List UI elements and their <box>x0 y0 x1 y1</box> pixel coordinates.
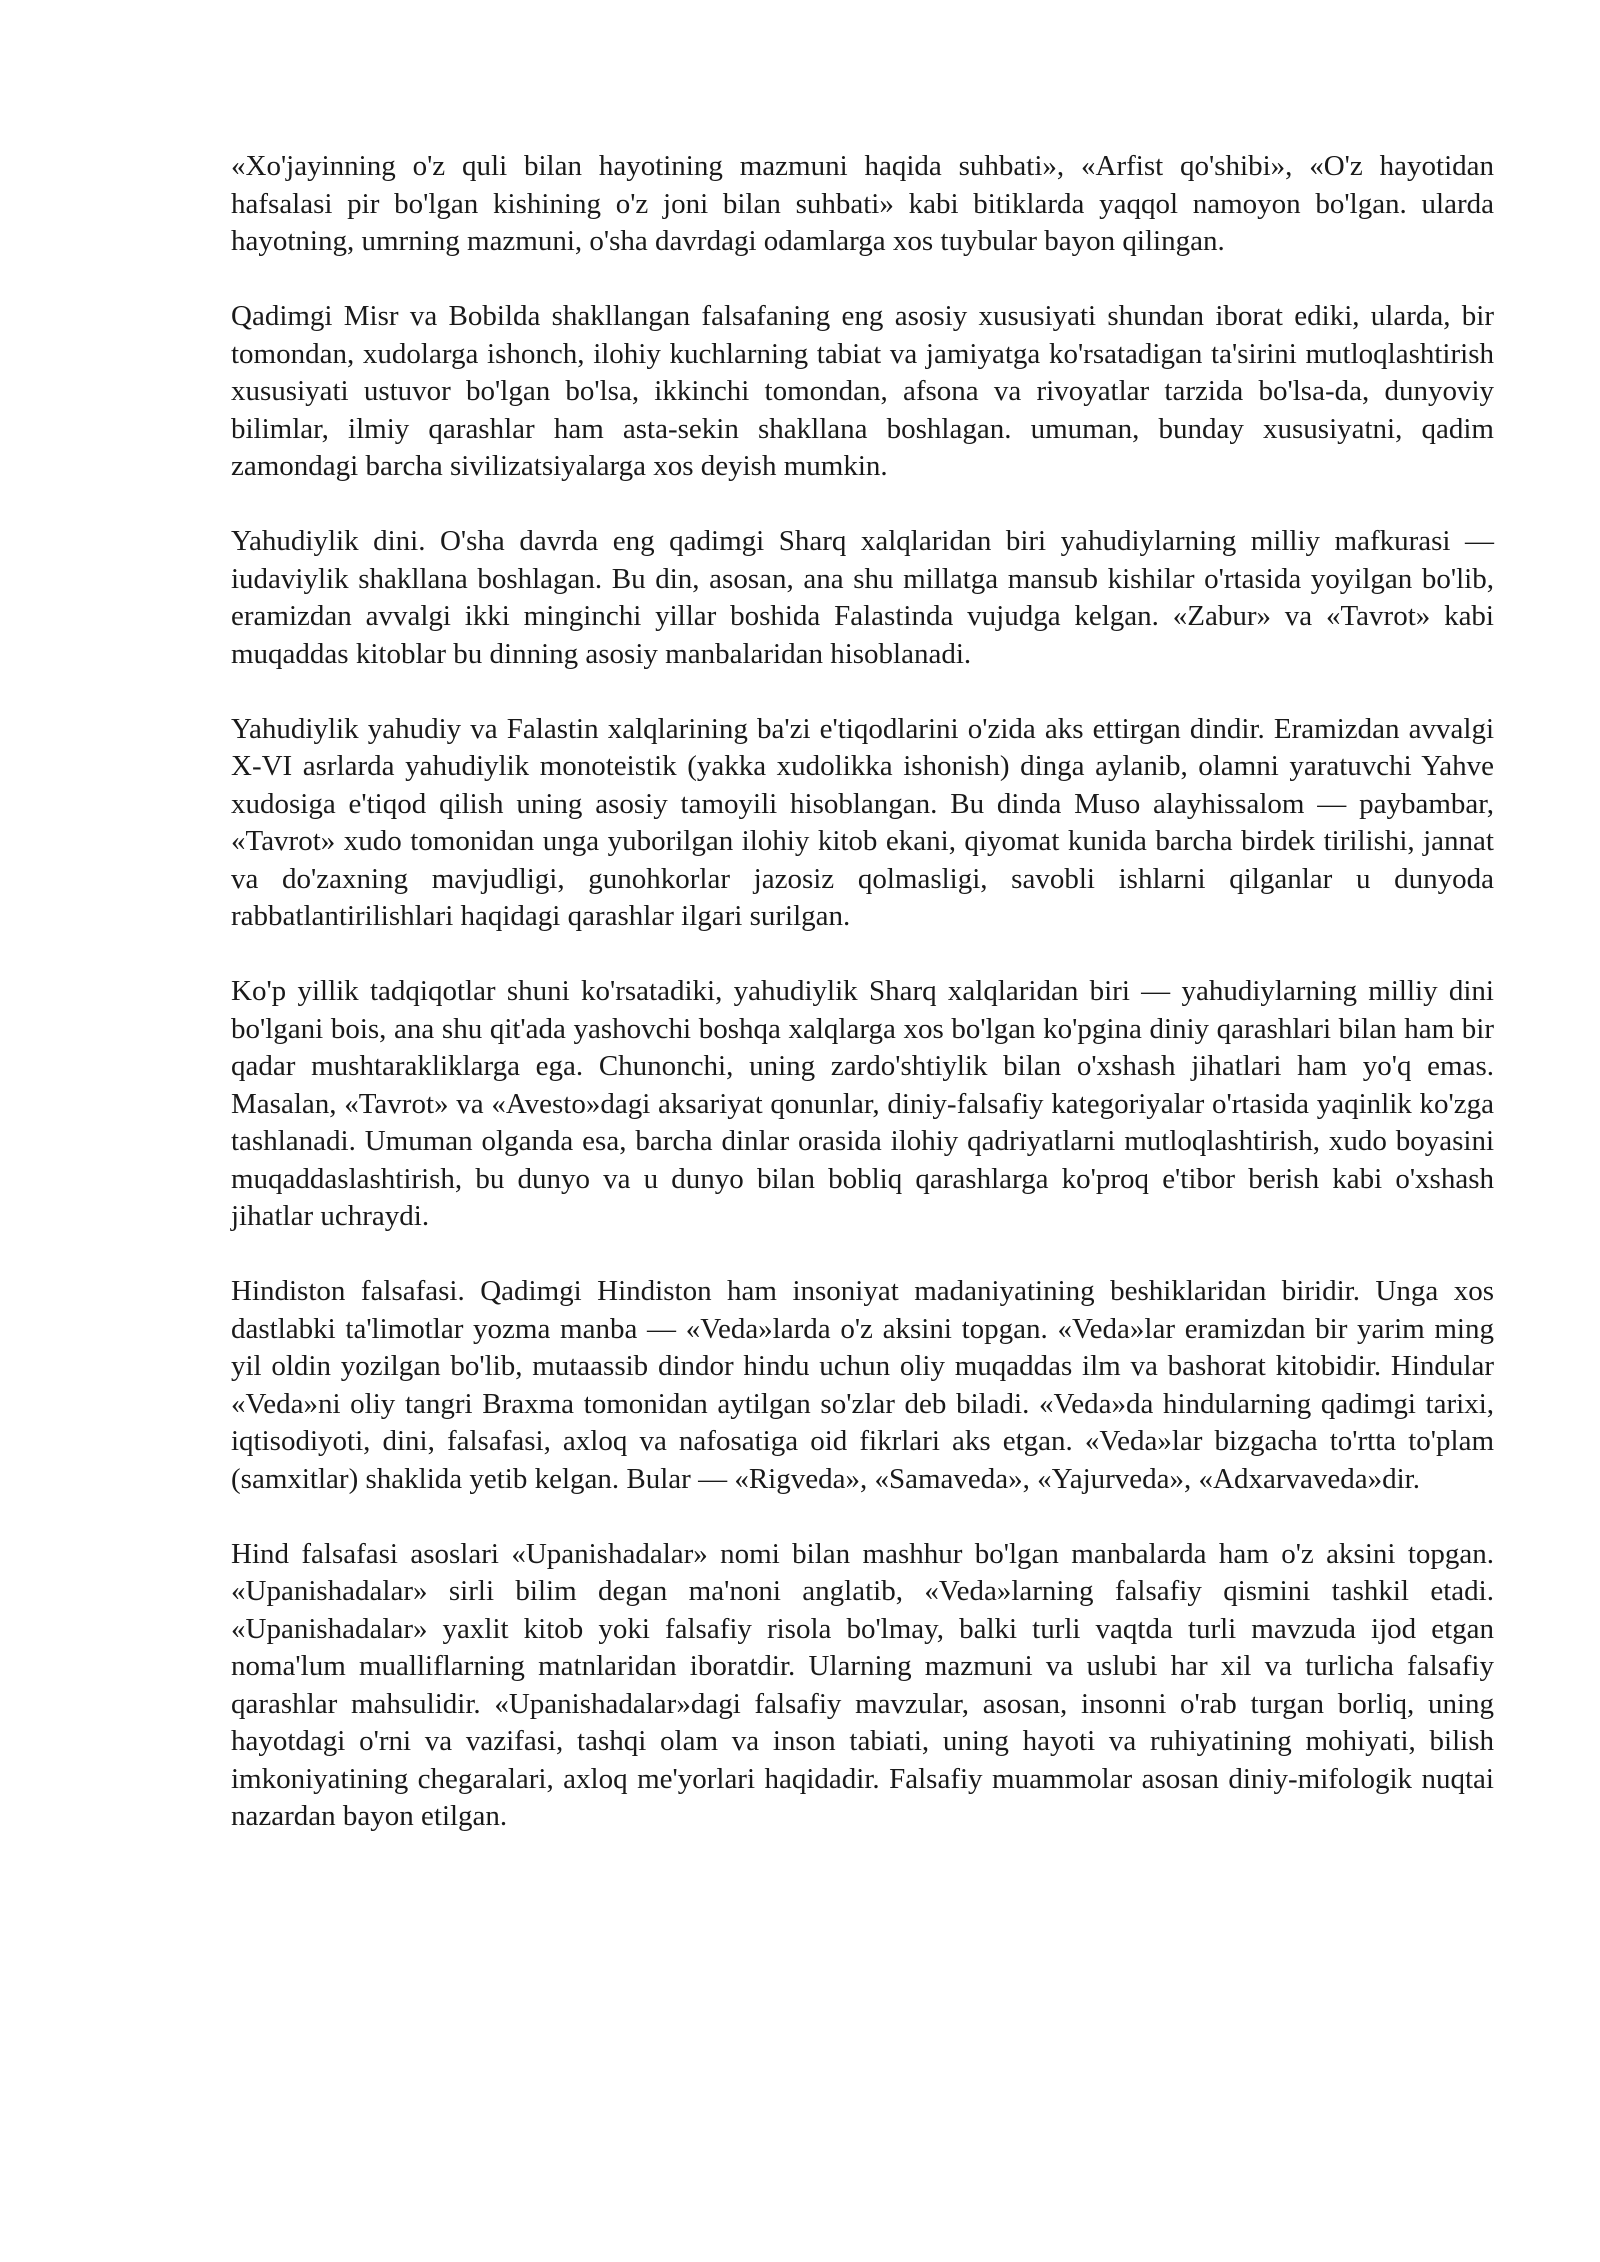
paragraph-6: Hindiston falsafasi. Qadimgi Hindiston ham insoniyat madaniyatining beshiklaridan biridir. Unga xos dastlabki ta'limotlar yozma manba — «Veda»larda o'z aksini topgan. «Veda»lar eramizdan bir yarim ming yil oldin yozilgan bo'lib, mutaassib dindor hindu uchun oliy muqaddas ilm va bashorat kitobidir. Hindular «Veda»ni oliy tangri Braxma tomonidan aytilgan so'zlar deb biladi. «Veda»da hindularning qadimgi tarixi, iqtisodiyoti, dini, falsafasi, axloq va nafosatiga oid fikrlari aks etgan. «Veda»lar bizgacha to'rtta to'plam (samxitlar) shaklida yetib kelgan. Bular — «Rigveda», «Samaveda», «Yajurveda», «Adxarvaveda»dir. <box>231 1275 1494 1495</box>
paragraph-1: «Xo'jayinning o'z quli bilan hayotining mazmuni haqida suhbati», «Arfist qo'shibi», «O'z hayotidan hafsalasi pir bo'lgan kishining o'z joni bilan suhbati» kabi bitiklarda yaqqol namoyon bo'lgan. ularda hayotning, umrning mazmuni, o'sha davrdagi odamlarga xos tuybular bayon qilingan. <box>231 150 1494 257</box>
paragraph-5: Ko'p yillik tadqiqotlar shuni ko'rsatadiki, yahudiylik Sharq xalqlaridan biri — yahudiylarning milliy dini bo'lgani bois, ana shu qit'ada yashovchi boshqa xalqlarga xos bo'lgan ko'pgina diniy qarashlari bilan ham bir qadar mushtarakliklarga ega. Chunonchi, uning zardo'shtiylik bilan o'xshash jihatlari ham yo'q emas. Masalan, «Tavrot» va «Avesto»dagi aksariyat qonunlar, diniy-falsafiy kategoriyalar o'rtasida yaqinlik ko'zga tashlanadi. Umuman olganda esa, barcha dinlar orasida ilohiy qadriyatlarni mutloqlashtirish, xudo boyasini muqaddaslashtirish, bu dunyo va u dunyo bilan bobliq qarashlarga ko'proq e'tibor berish kabi o'xshash jihatlar uchraydi. <box>231 975 1494 1232</box>
paragraph-4: Yahudiylik yahudiy va Falastin xalqlarining ba'zi e'tiqodlarini o'zida aks ettirgan dindir. Eramizdan avvalgi X-VI asrlarda yahudiylik monoteistik (yakka xudolikka ishonish) dinga aylanib, olamni yaratuvchi Yahve xudosiga e'tiqod qilish uning asosiy tamoyili hisoblangan. Bu dinda Muso alayhissalom — paybambar, «Tavrot» xudo tomonidan unga yuborilgan ilohiy kitob ekani, qiyomat kunida barcha birdek tirilishi, jannat va do'zaxning mavjudligi, gunohkorlar jazosiz qolmasligi, savobli ishlarni qilganlar u dunyoda rabbatlantirilishlari haqidagi qarashlar ilgari surilgan. <box>231 712 1494 932</box>
document-page <box>231 148 1494 1873</box>
paragraph-3: Yahudiylik dini. O'sha davrda eng qadimgi Sharq xalqlaridan biri yahudiylarning milliy mafkurasi — iudaviylik shakllana boshlagan. Bu din, asosan, ana shu millatga mansub kishilar o'rtasida yoyilgan bo'lib, eramizdan avvalgi ikki minginchi yillar boshida Falastinda vujudga kelgan. «Zabur» va «Tavrot» kabi muqaddas kitoblar bu dinning asosiy manbalaridan hisoblanadi. <box>231 525 1494 670</box>
paragraph-2: Qadimgi Misr va Bobilda shakllangan falsafaning eng asosiy xususiyati shundan iborat ediki, ularda, bir tomondan, xudolarga ishonch, ilohiy kuchlarning tabiat va jamiyatga ko'rsatadigan ta'sirini mutloqlashtirish xususiyati ustuvor bo'lgan bo'lsa, ikkinchi tomondan, afsona va rivoyatlar tarzida bo'lsa-da, dunyoviy bilimlar, ilmiy qarashlar ham asta-sekin shakllana boshlagan. umuman, bunday xususiyatni, qadim zamondagi barcha sivilizatsiyalarga xos deyish mumkin. <box>231 300 1494 482</box>
paragraph-7: Hind falsafasi asoslari «Upanishadalar» nomi bilan mashhur bo'lgan manbalarda ham o'z aksini topgan. «Upanishadalar» sirli bilim degan ma'noni anglatib, «Veda»larning falsafiy qismini tashkil etadi. «Upanishadalar» yaxlit kitob yoki falsafiy risola bo'lmay, balki turli vaqtda turli mavzuda ijod etgan noma'lum mualliflarning matnlaridan iboratdir. Ularning mazmuni va uslubi har xil va turlicha falsafiy qarashlar mahsulidir. «Upanishadalar»dagi falsafiy mavzular, asosan, insonni o'rab turgan borliq, uning hayotdagi o'rni va vazifasi, tashqi olam va inson tabiati, uning hayoti va ruhiyatining mohiyati, bilish imkoniyatining chegaralari, axloq me'yorlari haqidadir. Falsafiy muammolar asosan diniy-mifologik nuqtai nazardan bayon etilgan. <box>231 1537 1494 1832</box>
